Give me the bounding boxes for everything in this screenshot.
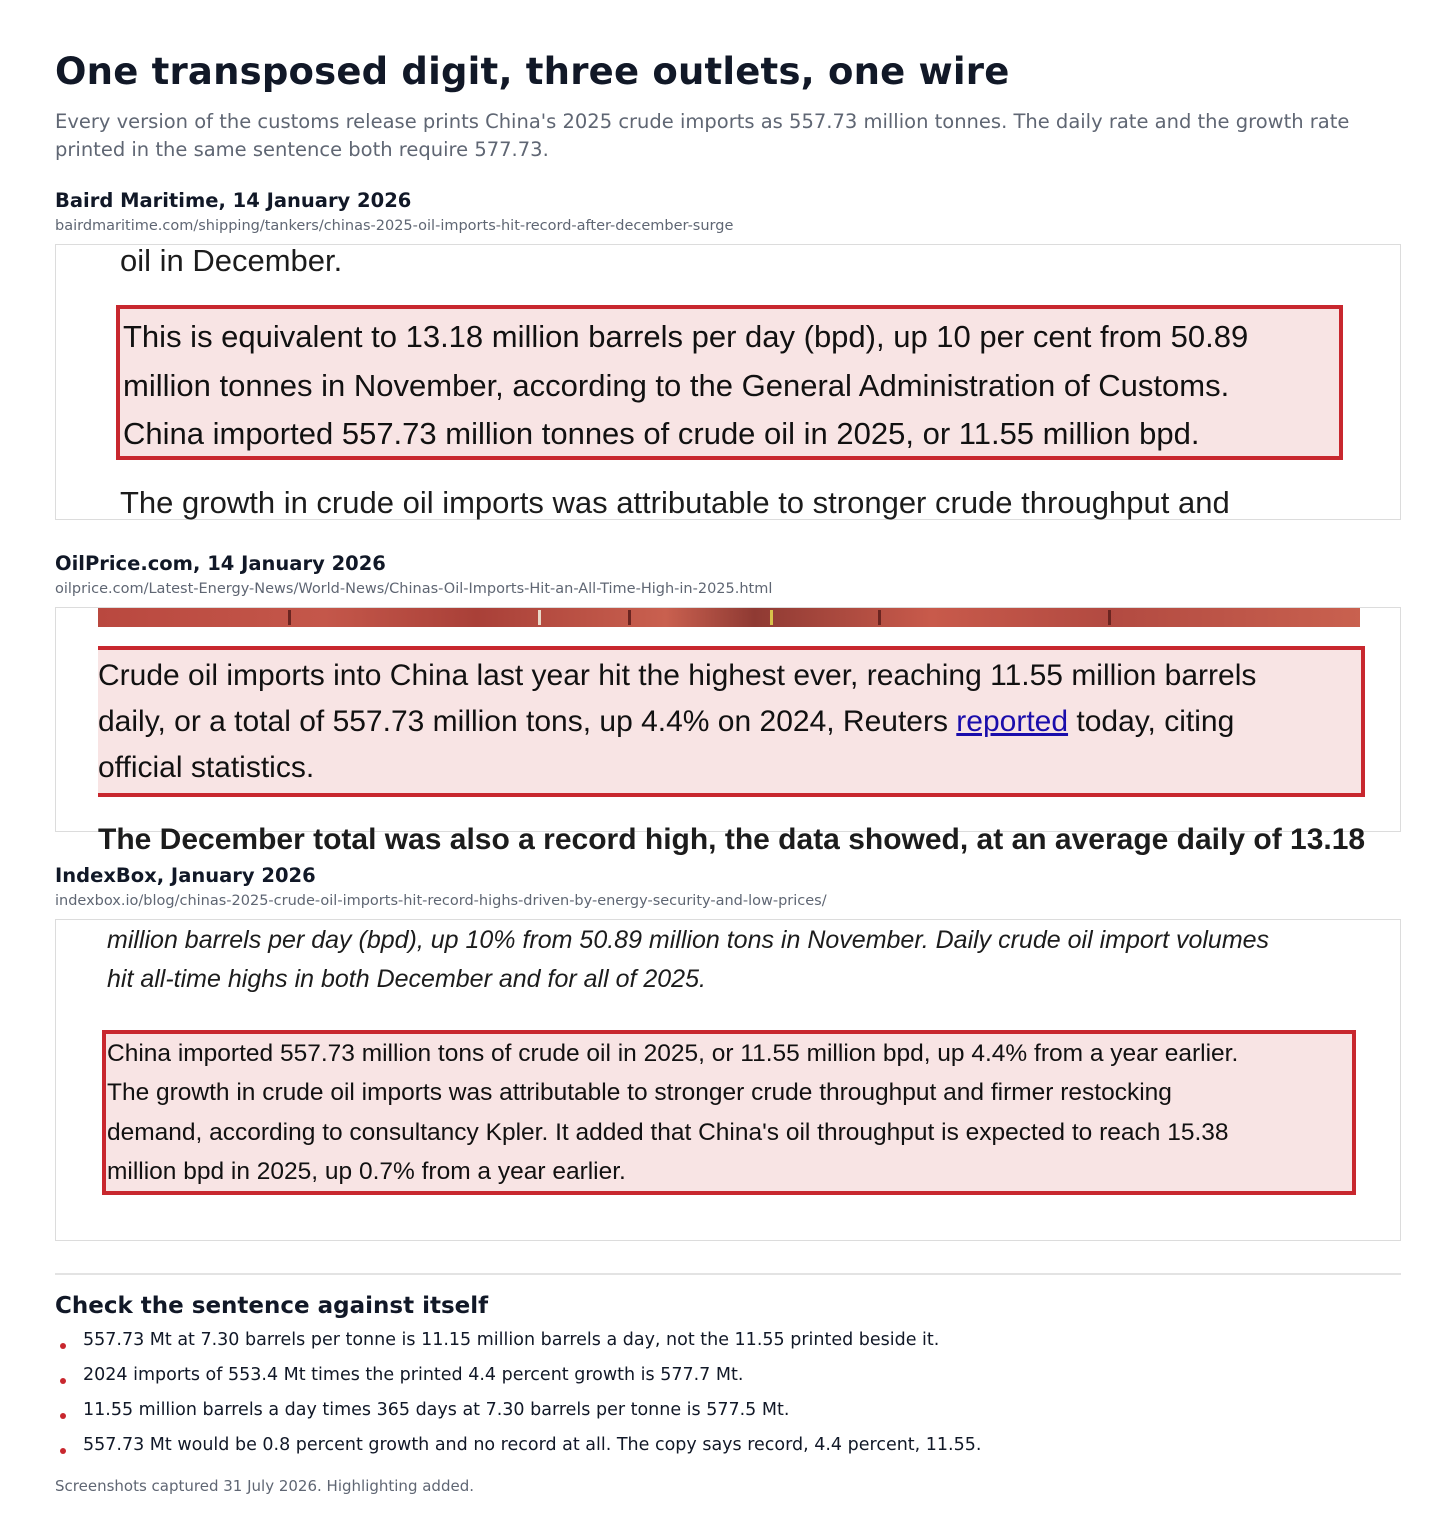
- highlight-box-baird: [116, 305, 1343, 460]
- reported-link[interactable]: reported: [956, 705, 1069, 738]
- oilprice-highlight-line: daily, or a total of 557.73 million tons, up 4.4% on 2024, Reuters reported today, citing: [98, 705, 1235, 738]
- check-item: 557.73 Mt at 7.30 barrels per tonne is 11.15 million barrels a day, not the 11.55 printed beside it.: [55, 1325, 981, 1360]
- oilprice-context-after: The December total was also a record high, the data showed, at an average daily of 13.18: [98, 823, 1366, 856]
- source-name-oilprice: OilPrice.com, 14 January 2026: [55, 552, 386, 575]
- screenshot-indexbox: [55, 919, 1401, 1241]
- indexbox-highlight-line: China imported 557.73 million tons of crude oil in 2025, or 11.55 million bpd, up 4.4% from a year earlier.: [107, 1040, 1239, 1067]
- check-item: 2024 imports of 553.4 Mt times the printed 4.4 percent growth is 577.7 Mt.: [55, 1360, 981, 1395]
- section-divider: [55, 1273, 1401, 1275]
- screenshot-baird: [55, 244, 1401, 520]
- oilprice-highlight-line: official statistics.: [98, 751, 315, 784]
- source-name-baird: Baird Maritime, 14 January 2026: [55, 189, 412, 212]
- highlight-box-oilprice: [98, 646, 1365, 797]
- source-url-oilprice: oilprice.com/Latest-Energy-News/World-News/Chinas-Oil-Imports-Hit-an-All-Time-High-in-2025.html: [55, 581, 773, 597]
- bullet-icon: [60, 1448, 66, 1454]
- highlight-box-indexbox: [102, 1030, 1356, 1195]
- indexbox-highlight-line: demand, according to consultancy Kpler. It added that China's oil throughput is expected to reach 15.38: [107, 1119, 1229, 1146]
- baird-context-after: The growth in crude oil imports was attributable to stronger crude throughput and: [120, 485, 1230, 520]
- article-photo-strip: [98, 608, 1360, 627]
- baird-context-before: oil in December.: [120, 243, 343, 278]
- oilprice-highlight-line: Crude oil imports into China last year hit the highest ever, reaching 11.55 million barrels: [98, 659, 1257, 692]
- source-url-baird: bairdmaritime.com/shipping/tankers/chinas-2025-oil-imports-hit-record-after-december-surge: [55, 218, 734, 234]
- footnote: Screenshots captured 31 July 2026. Highlighting added.: [55, 1477, 474, 1495]
- check-section-title: Check the sentence against itself: [55, 1293, 489, 1319]
- bullet-icon: [60, 1413, 66, 1419]
- indexbox-context-before: hit all-time highs in both December and for all of 2025.: [107, 965, 706, 993]
- check-item: 557.73 Mt would be 0.8 percent growth and no record at all. The copy says record, 4.4 percent, 11.55.: [55, 1430, 981, 1465]
- indexbox-context-before: million barrels per day (bpd), up 10% from 50.89 million tons in November. Daily crude oil import volumes: [107, 926, 1270, 954]
- baird-highlight-line: China imported 557.73 million tonnes of crude oil in 2025, or 11.55 million bpd.: [123, 416, 1200, 451]
- bullet-icon: [60, 1343, 66, 1349]
- bullet-icon: [60, 1378, 66, 1384]
- indexbox-highlight-line: The growth in crude oil imports was attributable to stronger crude throughput and firmer restocking: [107, 1079, 1172, 1106]
- indexbox-highlight-line: million bpd in 2025, up 0.7% from a year earlier.: [107, 1158, 626, 1185]
- baird-highlight-line: million tonnes in November, according to the General Administration of Customs.: [123, 368, 1230, 403]
- page-subtitle: Every version of the customs release prints China's 2025 crude imports as 557.73 million tonnes. The daily rate and the growth rate printed in the same sentence both require 577.73.: [55, 110, 1350, 161]
- check-list: [55, 1325, 981, 1465]
- page-title: One transposed digit, three outlets, one wire: [55, 50, 1010, 93]
- baird-highlight-line: This is equivalent to 13.18 million barrels per day (bpd), up 10 per cent from 50.89: [123, 319, 1249, 354]
- source-name-indexbox: IndexBox, January 2026: [55, 864, 316, 887]
- check-item: 11.55 million barrels a day times 365 days at 7.30 barrels per tonne is 577.5 Mt.: [55, 1395, 981, 1430]
- screenshot-oilprice: [55, 607, 1401, 856]
- source-url-indexbox: indexbox.io/blog/chinas-2025-crude-oil-imports-hit-record-highs-driven-by-energy-security-and-low-prices/: [55, 893, 827, 909]
